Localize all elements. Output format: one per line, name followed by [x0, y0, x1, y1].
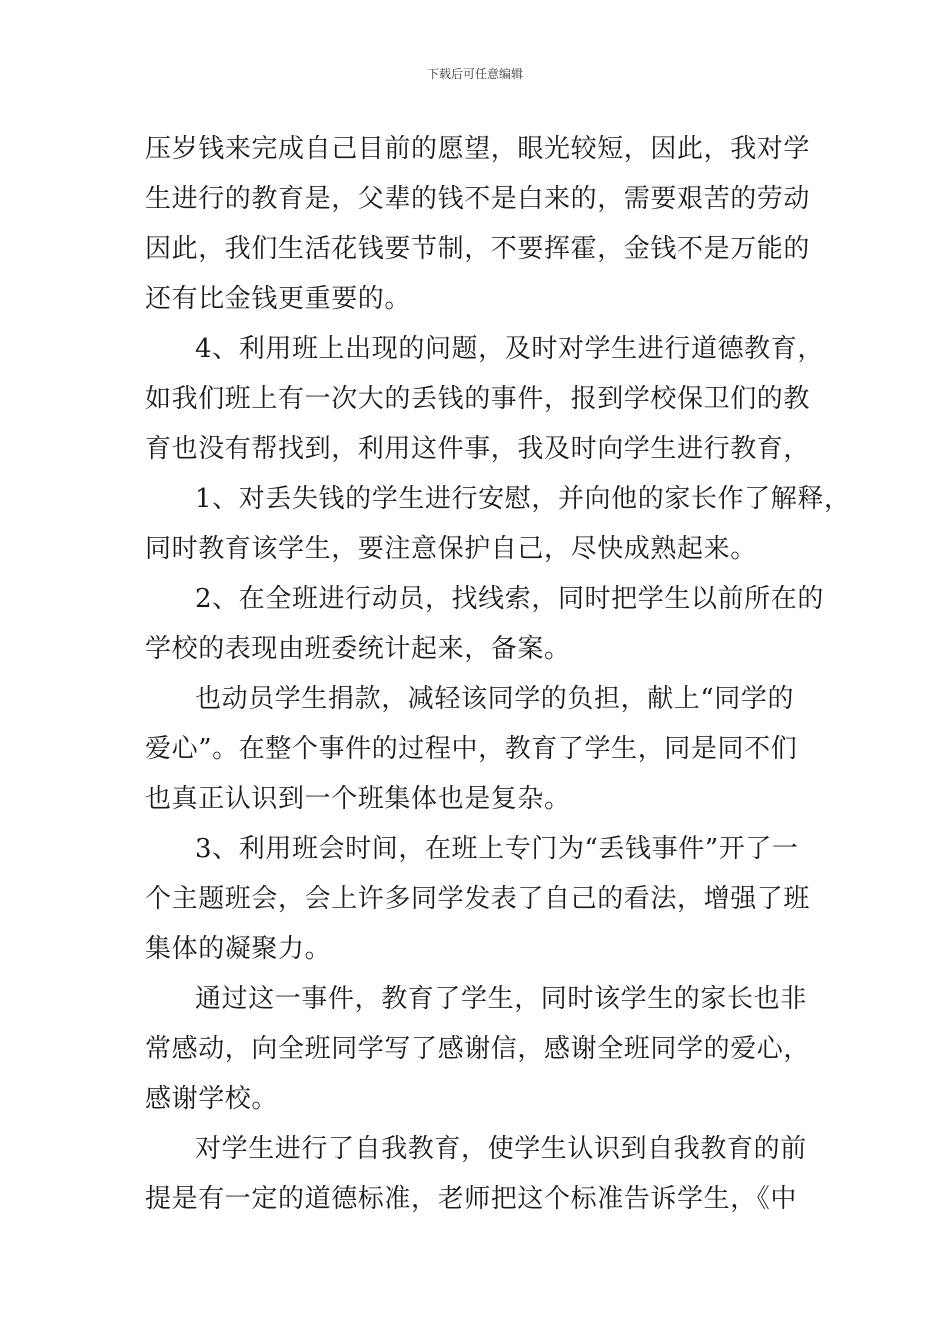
text-line: 3、利用班会时间，在班上专门为“丢钱事件”开了一 — [195, 834, 799, 864]
text-line: 4、利用班上出现的问题，及时对学生进行道德教育， — [195, 334, 824, 364]
text-line: 个主题班会，会上许多同学发表了自己的看法，增强了班 — [145, 884, 811, 914]
text-line: 学校的表现由班委统计起来，备案。 — [145, 634, 571, 664]
document-body — [145, 124, 851, 1224]
text-line: 也真正认识到一个班集体也是复杂。 — [145, 784, 571, 814]
text-line: 还有比金钱更重要的。 — [145, 284, 412, 314]
text-line: 如我们班上有一次大的丢钱的事件，报到学校保卫们的教 — [145, 384, 811, 414]
text-line: 因此，我们生活花钱要节制，不要挥霍，金钱不是万能的 — [145, 234, 811, 264]
text-line: 也动员学生捐款，减轻该同学的负担，献上“同学的 — [195, 684, 795, 714]
text-line: 1、对丢失钱的学生进行安慰，并向他的家长作了解释， — [195, 484, 851, 514]
text-line: 爱心”。在整个事件的过程中，教育了学生，同是同不们 — [145, 734, 798, 764]
text-line: 育也没有帮找到，利用这件事，我及时向学生进行教育， — [145, 434, 811, 464]
text-line: 2、在全班进行动员，找线索，同时把学生以前所在的 — [195, 584, 824, 614]
text-line: 压岁钱来完成自己目前的愿望，眼光较短，因此，我对学 — [145, 134, 811, 164]
text-line: 提是有一定的道德标准，老师把这个标准告诉学生，《中 — [145, 1184, 798, 1214]
text-line: 同时教育该学生，要注意保护自己，尽快成熟起来。 — [145, 534, 757, 564]
text-line: 对学生进行了自我教育，使学生认识到自我教育的前 — [195, 1134, 807, 1164]
text-line: 常感动，向全班同学写了感谢信，感谢全班同学的爱心， — [145, 1034, 811, 1064]
text-line: 集体的凝聚力。 — [145, 934, 332, 964]
page-header: 下载后可任意编辑 — [426, 67, 523, 81]
text-line: 感谢学校。 — [145, 1084, 279, 1114]
text-line: 通过这一事件，教育了学生，同时该学生的家长也非 — [195, 984, 807, 1014]
text-line: 生进行的教育是，父辈的钱不是白来的，需要艰苦的劳动 — [145, 184, 811, 214]
